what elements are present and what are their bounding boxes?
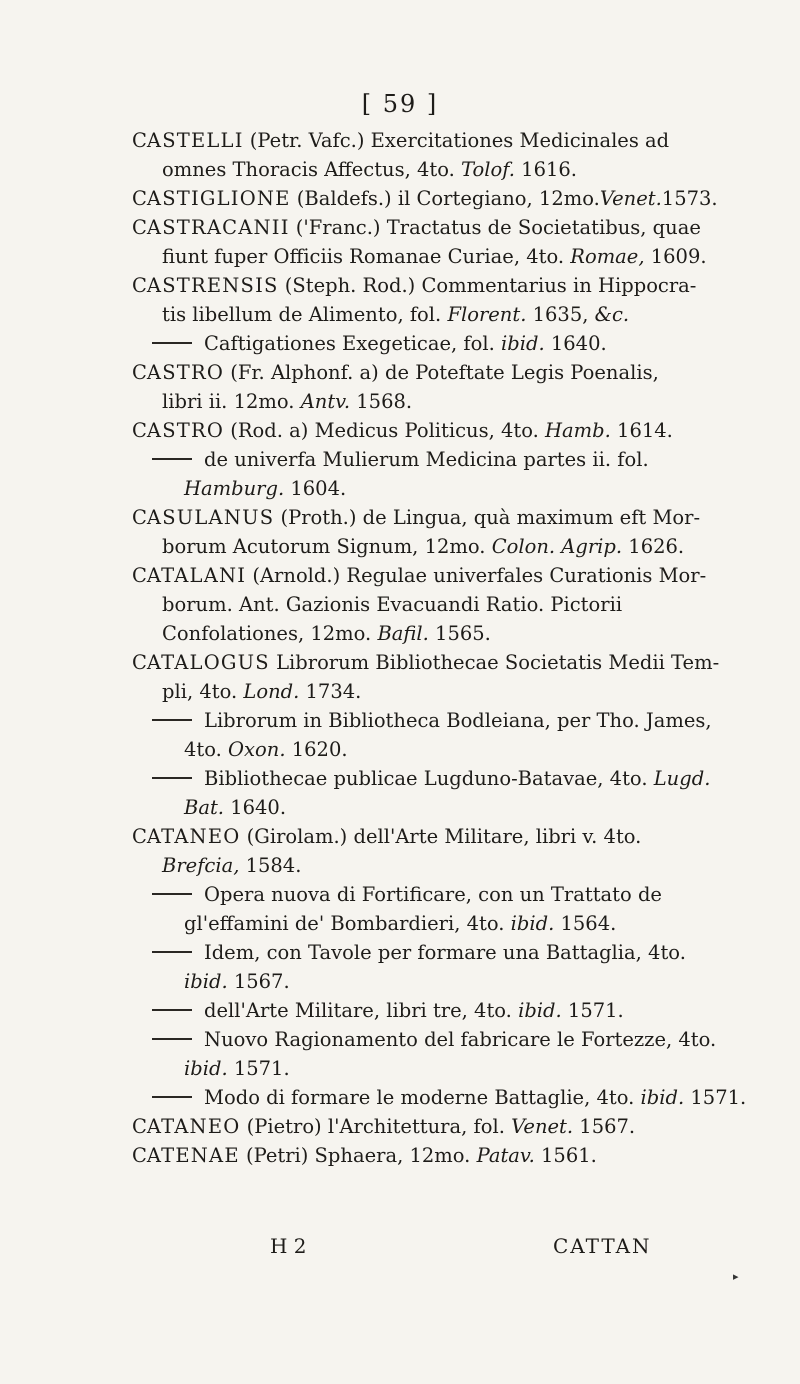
entry-author: C bbox=[132, 564, 147, 587]
catalogue-line bbox=[132, 474, 712, 503]
entry-place: Venet. bbox=[599, 187, 662, 210]
entry-text: Confolationes, 12mo. bbox=[162, 622, 378, 645]
entry-text: Caftigationes Exegeticae, fol. bbox=[204, 332, 502, 355]
page-number: [ 59 ] bbox=[361, 90, 439, 118]
entry-place: Hamb. bbox=[545, 419, 611, 442]
catalogue-line bbox=[132, 735, 712, 764]
catalogue-line bbox=[132, 329, 712, 358]
catalogue-line bbox=[132, 1025, 717, 1054]
entry-text: Librorum Bibliothecae Societatis Medii Tem- bbox=[269, 651, 720, 674]
entry-place: Bafil. bbox=[377, 622, 429, 645]
entry-text: 1734. bbox=[299, 680, 362, 703]
catalogue-line bbox=[132, 851, 712, 880]
catalogue-line bbox=[132, 155, 712, 184]
entry-place: &c. bbox=[594, 303, 630, 326]
entry-author: C bbox=[132, 187, 147, 210]
entry-place: Hamburg. bbox=[184, 477, 285, 500]
entry-text: 1567. bbox=[573, 1115, 636, 1138]
catalogue-line bbox=[132, 822, 712, 851]
catalogue-line bbox=[132, 358, 712, 387]
catalogue-line bbox=[132, 764, 712, 793]
catalogue-line bbox=[132, 1112, 712, 1141]
entry-text: 1561. bbox=[534, 1144, 597, 1167]
entry-author: C bbox=[132, 419, 147, 442]
catalogue-line bbox=[132, 445, 712, 474]
catalogue-line bbox=[132, 271, 712, 300]
catalogue-line bbox=[132, 126, 712, 155]
entry-place: ibid. bbox=[501, 332, 545, 355]
catalogue-line bbox=[132, 1083, 747, 1112]
entry-text: (Rod. a) Medicus Politicus, 4to. bbox=[224, 419, 546, 442]
entry-text: 1616. bbox=[514, 158, 578, 181]
entry-text: Modo di formare le moderne Battaglie, 4to. bbox=[204, 1086, 641, 1109]
entry-place: ibid. bbox=[184, 970, 228, 993]
entry-place: ibid. bbox=[640, 1086, 685, 1109]
ditto-dash bbox=[152, 893, 192, 895]
entry-text: 1635, bbox=[526, 303, 595, 326]
entry-text: 1571. bbox=[561, 999, 624, 1022]
entry-text: dell'Arte Militare, libri tre, 4to. bbox=[204, 999, 519, 1022]
entry-text: (Petri) Sphaera, 12mo. bbox=[239, 1144, 477, 1167]
entry-place: Oxon. bbox=[228, 738, 286, 761]
entry-author: ASTRO bbox=[146, 361, 225, 384]
entry-text: de univerfa Mulierum Medicina partes ii. fol. bbox=[204, 448, 649, 471]
catalogue-line bbox=[132, 300, 712, 329]
entry-text: borum Acutorum Signum, 12mo. bbox=[162, 535, 492, 558]
catchword: CATTAN bbox=[553, 1234, 652, 1258]
entry-text: 1565. bbox=[428, 622, 491, 645]
entry-text: Bibliothecae publicae Lugduno-Batavae, 4to. bbox=[204, 767, 654, 790]
catalogue-line bbox=[132, 416, 712, 445]
entry-author: ASTRACANII bbox=[146, 216, 290, 239]
entry-text: (Arnold.) Regulae univerfales Curationis Mor- bbox=[246, 564, 707, 587]
entry-author: C bbox=[132, 216, 147, 239]
entry-place: Lugd. bbox=[653, 767, 711, 790]
entry-text: 1568. bbox=[350, 390, 413, 413]
entry-place: Antv. bbox=[300, 390, 351, 413]
catalogue-line bbox=[132, 909, 712, 938]
entry-text: 1571. bbox=[684, 1086, 747, 1109]
entry-place: ibid. bbox=[184, 1057, 228, 1080]
entry-text: Idem, con Tavole per formare una Battaglia, 4to. bbox=[204, 941, 686, 964]
ditto-dash bbox=[152, 1038, 192, 1040]
catalogue-line bbox=[132, 706, 712, 735]
catalogue-line bbox=[132, 590, 712, 619]
entry-text: (Proth.) de Lingua, quà maximum eft Mor- bbox=[274, 506, 701, 529]
entry-text: 1584. bbox=[239, 854, 302, 877]
entry-text: omnes Thoracis Affectus, 4to. bbox=[162, 158, 462, 181]
ditto-dash bbox=[152, 1009, 192, 1011]
signature-mark: H 2 bbox=[270, 1234, 307, 1258]
catalogue-line bbox=[132, 532, 712, 561]
entry-place: Romae, bbox=[570, 245, 645, 268]
entry-text: 1573. bbox=[661, 187, 718, 210]
entry-author: ASTRO bbox=[146, 419, 225, 442]
entry-text: (Petr. Vafc.) Exercitationes Medicinales ad bbox=[243, 129, 670, 152]
ditto-dash bbox=[152, 777, 192, 779]
entry-text: 1620. bbox=[285, 738, 348, 761]
entry-text: fiunt fuper Officiis Romanae Curiae, 4to. bbox=[162, 245, 571, 268]
entry-text: 1640. bbox=[544, 332, 607, 355]
entry-text: borum. Ant. Gazionis Evacuandi Ratio. Pictorii bbox=[162, 593, 623, 616]
entry-author: C bbox=[132, 274, 147, 297]
entry-text: 1626. bbox=[622, 535, 685, 558]
entry-author: C bbox=[132, 129, 147, 152]
entry-text: 1614. bbox=[610, 419, 673, 442]
entry-author: ATANEO bbox=[146, 1115, 241, 1138]
catalogue-line bbox=[132, 880, 712, 909]
catalogue-line bbox=[132, 184, 718, 213]
entry-text: (Fr. Alphonf. a) de Poteftate Legis Poenalis, bbox=[224, 361, 659, 384]
entry-author: ATANEO bbox=[146, 825, 241, 848]
catalogue-line bbox=[132, 793, 712, 822]
entry-place: ibid. bbox=[518, 999, 562, 1022]
entry-author: C bbox=[132, 1144, 147, 1167]
catalogue-line bbox=[132, 503, 712, 532]
entry-author: ATALOGUS bbox=[146, 651, 270, 674]
entry-author: C bbox=[132, 506, 147, 529]
entry-text: 1640. bbox=[224, 796, 287, 819]
entry-place: Patav. bbox=[476, 1144, 535, 1167]
entry-text: Librorum in Bibliotheca Bodleiana, per Tho. James, bbox=[204, 709, 712, 732]
ditto-dash bbox=[152, 458, 192, 460]
entry-place: ibid. bbox=[510, 912, 555, 935]
entry-text: (Pietro) l'Architettura, fol. bbox=[240, 1115, 512, 1138]
catalogue-line bbox=[132, 561, 712, 590]
entry-text: Nuovo Ragionamento del fabricare le Fortezze, 4to. bbox=[204, 1028, 717, 1051]
entry-author: ATENAE bbox=[146, 1144, 240, 1167]
entry-place: Lond. bbox=[243, 680, 300, 703]
entry-author: C bbox=[132, 361, 147, 384]
ditto-dash bbox=[152, 342, 192, 344]
catalogue-line bbox=[132, 648, 720, 677]
entry-text: 4to. bbox=[184, 738, 229, 761]
catalogue-entries bbox=[132, 126, 747, 1170]
entry-author: ATALANI bbox=[146, 564, 247, 587]
entry-author: C bbox=[132, 1115, 147, 1138]
catalogue-line bbox=[132, 967, 712, 996]
ditto-dash bbox=[152, 719, 192, 721]
entry-text: Opera nuova di Fortificare, con un Trattato de bbox=[204, 883, 662, 906]
entry-text: 1604. bbox=[284, 477, 347, 500]
entry-text: tis libellum de Alimento, fol. bbox=[162, 303, 448, 326]
entry-text: libri ii. 12mo. bbox=[162, 390, 301, 413]
catalogue-line bbox=[132, 387, 712, 416]
entry-text: 1571. bbox=[227, 1057, 290, 1080]
entry-text: (Girolam.) dell'Arte Militare, libri v. 4to. bbox=[240, 825, 642, 848]
entry-text: gl'effamini de' Bombardieri, 4to. bbox=[184, 912, 511, 935]
entry-place: Florent. bbox=[447, 303, 527, 326]
entry-text: 1564. bbox=[554, 912, 617, 935]
catalogue-line bbox=[132, 1141, 712, 1170]
entry-text: (Steph. Rod.) Commentarius in Hippocra- bbox=[278, 274, 697, 297]
entry-place: Venet. bbox=[511, 1115, 574, 1138]
catalogue-line bbox=[132, 213, 712, 242]
entry-text: pli, 4to. bbox=[162, 680, 244, 703]
entry-text: ('Franc.) Tractatus de Societatibus, quae bbox=[289, 216, 701, 239]
entry-author: ASTELLI bbox=[146, 129, 244, 152]
entry-author: ASULANUS bbox=[146, 506, 275, 529]
entry-author: C bbox=[132, 651, 147, 674]
ditto-dash bbox=[152, 1096, 192, 1098]
entry-place: Brefcia, bbox=[162, 854, 240, 877]
entry-place: Tolof. bbox=[461, 158, 515, 181]
entry-author: ASTRENSIS bbox=[146, 274, 279, 297]
ditto-dash bbox=[152, 951, 192, 953]
bottom-mark: ▸ bbox=[733, 1270, 739, 1283]
catalogue-line bbox=[132, 677, 712, 706]
entry-place: Colon. Agrip. bbox=[491, 535, 623, 558]
catalogue-line bbox=[132, 1054, 712, 1083]
entry-text: (Baldefs.) il Cortegiano, 12mo. bbox=[290, 187, 600, 210]
page-footer bbox=[270, 1234, 710, 1264]
entry-author: ASTIGLIONE bbox=[146, 187, 291, 210]
entry-text: 1609. bbox=[644, 245, 707, 268]
catalogue-line bbox=[132, 242, 712, 271]
entry-text: 1567. bbox=[227, 970, 290, 993]
catalogue-line bbox=[132, 938, 712, 967]
entry-author: C bbox=[132, 825, 147, 848]
entry-place: Bat. bbox=[184, 796, 224, 819]
catalogue-line bbox=[132, 619, 712, 648]
catalogue-line bbox=[132, 996, 712, 1025]
